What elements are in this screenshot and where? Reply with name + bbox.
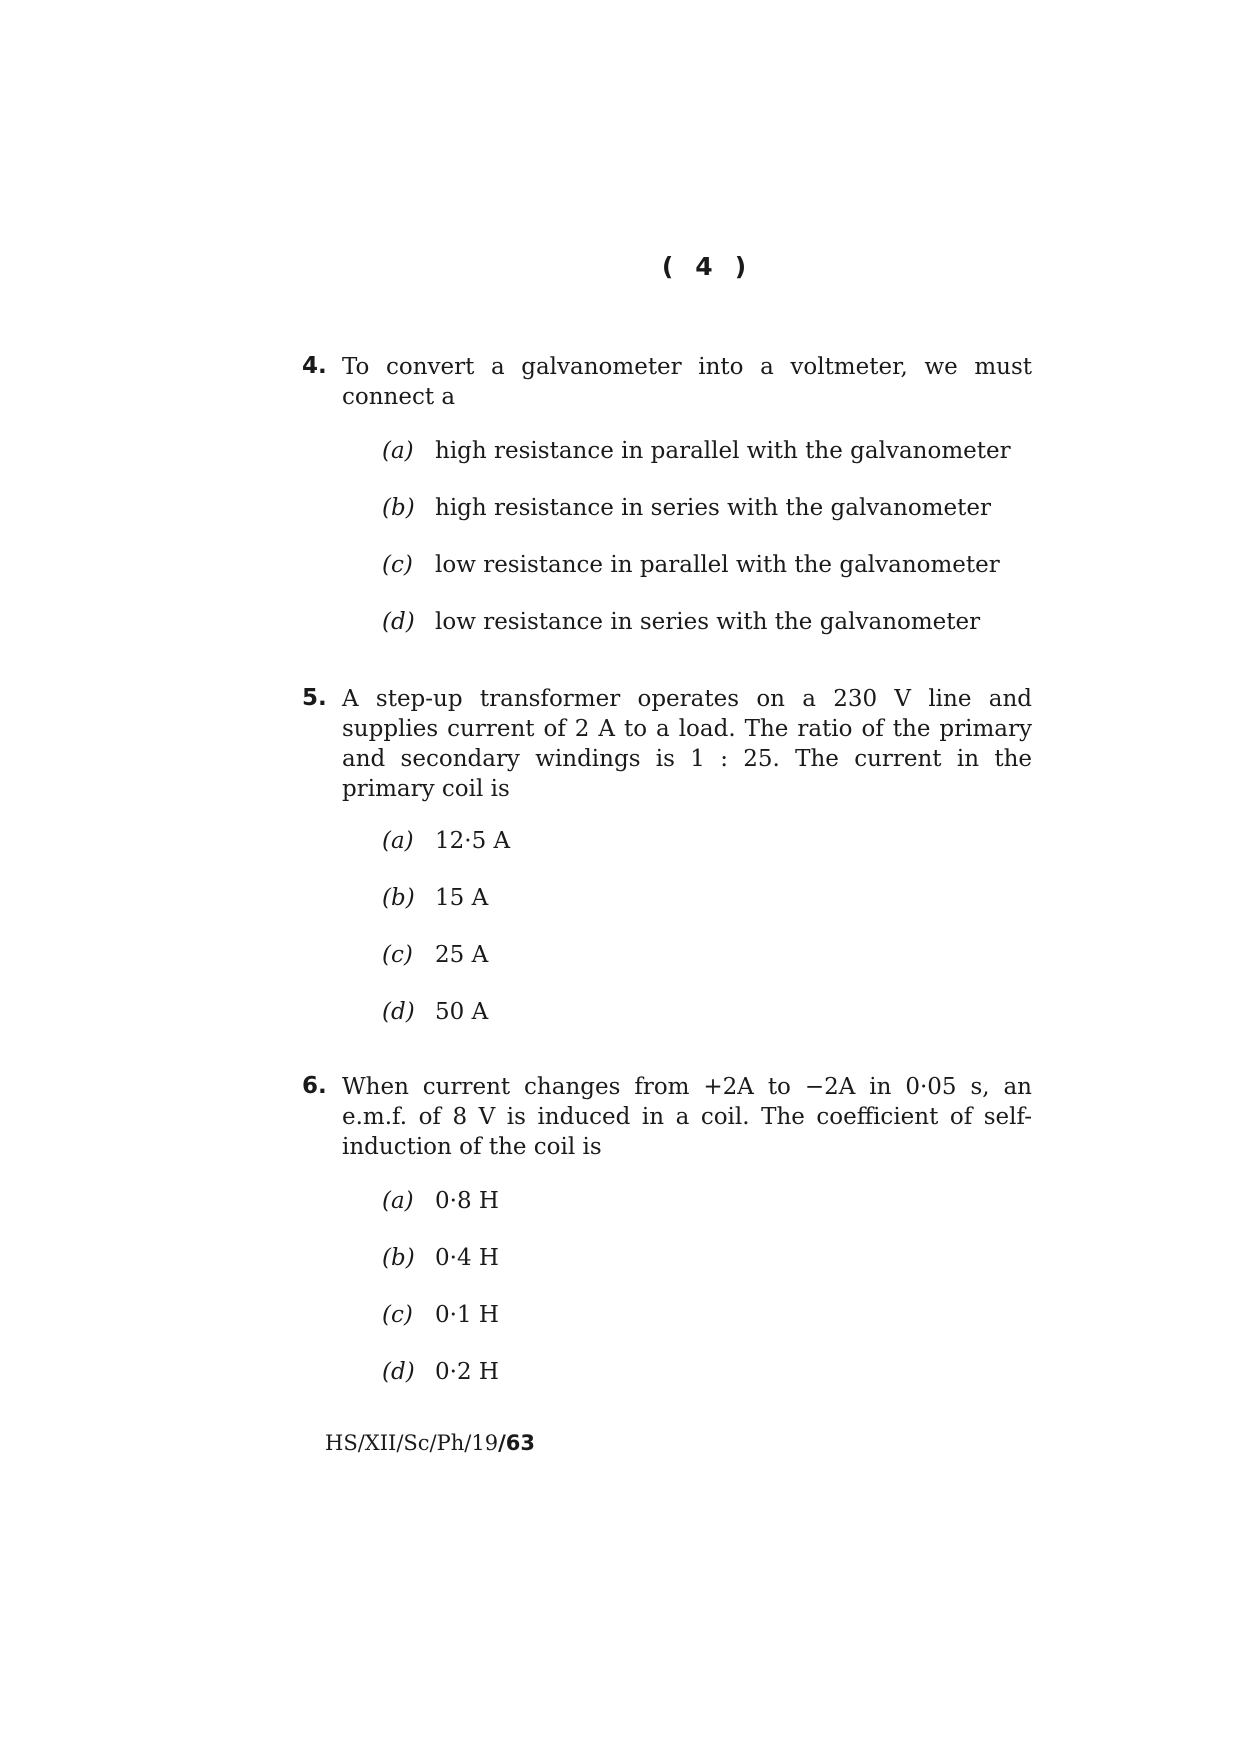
option-d [382,1359,499,1385]
option-label: (b) [382,495,415,521]
option-a [382,438,1011,464]
option-a [382,828,510,854]
option-b [382,885,488,911]
question-6 [302,1072,1032,1385]
question-text: To convert a galvanometer into a voltmeter, we must connect a [342,354,1032,410]
question-text: When current changes from +2A to −2A in 0·05 s, an e.m.f. of 8 V is induced in a coil. The coefficient of self-induction of the coil is [342,1074,1032,1160]
option-c [382,1302,499,1328]
option-text: low resistance in parallel with the galvanometer [435,552,1000,578]
page-number-open-paren: ( [661,252,676,281]
option-c [382,552,1000,578]
option-text: 12·5 A [435,828,511,854]
option-label: (b) [382,885,415,911]
option-text: 0·8 H [435,1188,499,1214]
question-5 [302,684,1032,1025]
option-label: (c) [382,942,413,968]
option-label: (b) [382,1245,415,1271]
question-number: 4. [302,353,327,379]
option-label: (d) [382,1359,415,1385]
option-text: high resistance in series with the galvanometer [435,495,991,521]
option-label: (d) [382,999,415,1025]
option-label: (a) [382,828,414,854]
option-d [382,999,488,1025]
question-number: 5. [302,685,327,711]
option-text: 25 A [435,942,489,968]
option-c [382,942,488,968]
option-a [382,1188,499,1214]
option-text: low resistance in series with the galvanometer [435,609,981,635]
page-number-close-paren: ) [734,252,749,281]
question-number: 6. [302,1073,327,1099]
option-label: (a) [382,1188,414,1214]
page-number-value: 4 [695,252,715,281]
option-text: high resistance in parallel with the galvanometer [435,438,1011,464]
footer-code [325,1431,535,1455]
option-text: 0·4 H [435,1245,499,1271]
question-text: A step-up transformer operates on a 230 V line and supplies current of 2 A to a load. The ratio of the primary and secondary windings is 1 : 25. The current in the primary coil is [342,686,1032,802]
question-4 [302,352,1032,635]
footer-page-count: /63 [498,1431,535,1455]
option-label: (c) [382,552,413,578]
option-text: 15 A [435,885,489,911]
option-text: 0·1 H [435,1302,499,1328]
option-label: (d) [382,609,415,635]
option-d [382,609,980,635]
option-b [382,1245,499,1271]
option-label: (a) [382,438,414,464]
option-label: (c) [382,1302,413,1328]
footer-code-text: HS/XII/Sc/Ph/19 [325,1431,499,1455]
option-text: 0·2 H [435,1359,499,1385]
page-number [0,252,1242,281]
option-b [382,495,991,521]
option-text: 50 A [435,999,489,1025]
